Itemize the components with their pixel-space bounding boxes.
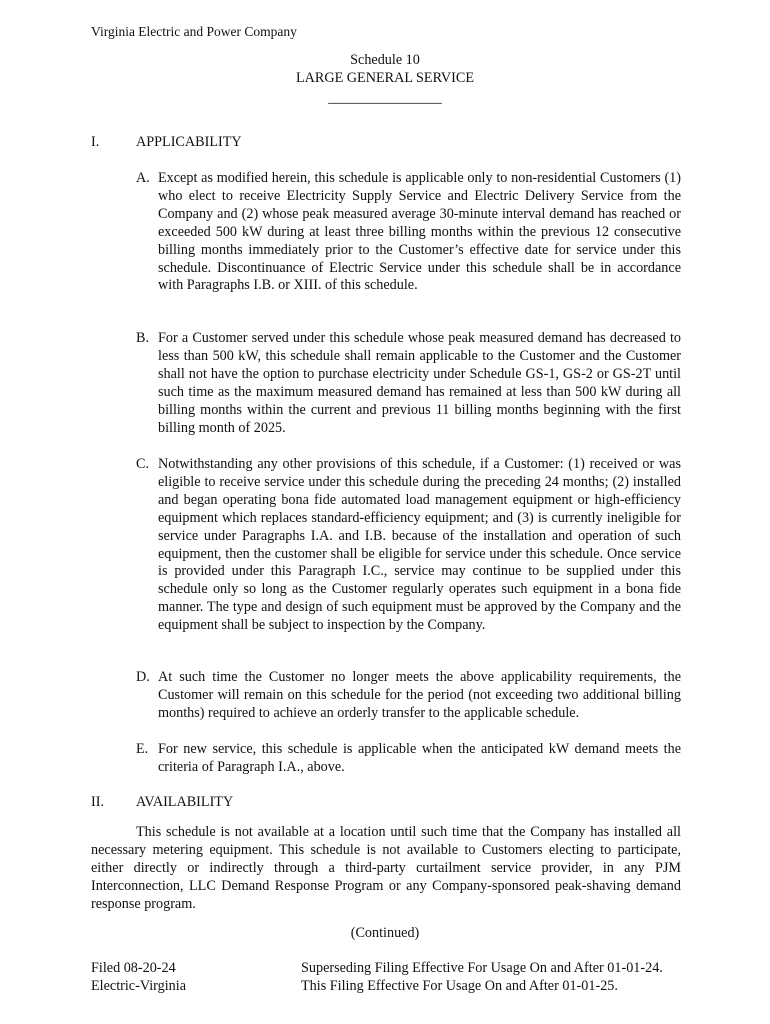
- paragraph-item: [136, 330, 681, 437]
- footer-state: Electric-Virginia: [91, 978, 187, 994]
- footer-superseding: Superseding Filing Effective For Usage On and After 01-01-24.: [301, 960, 663, 976]
- item-text: Except as modified herein, this schedule is applicable only to non-residential Customers (1) who elect to receive Electricity Supply Service and Electric Delivery Service from the Company and (2) whose peak measured average 30-minute interval demand has reached or exceeded 500 kW during at least three billing months within the previous 12 consecutive billing months immediately prior to the Customer’s effective date for service under this schedule. Discontinuance of Electric Service under this schedule shall be in accordance with Paragraphs I.B. or XIII. of this schedule.: [158, 170, 681, 294]
- section-title: AVAILABILITY: [136, 794, 234, 810]
- title-rule: ________________: [328, 90, 442, 106]
- schedule-title: LARGE GENERAL SERVICE: [295, 70, 475, 86]
- item-letter: B.: [136, 330, 150, 346]
- item-text: At such time the Customer no longer meets the above applicability requirements, the Customer will remain on this schedule for the period (not exceeding two additional billing months) required to achieve an orderly transfer to the applicable schedule.: [158, 669, 681, 721]
- paragraph-item: [136, 741, 681, 777]
- continued-note: (Continued): [350, 925, 420, 941]
- item-text: For a Customer served under this schedule whose peak measured demand has decreased to less than 500 kW, this schedule shall remain applicable to the Customer and the Customer shall not have the option to purchase electricity under Schedule GS-1, GS-2 or GS-2T until such time as the maximum measured demand has remained at less than 500 kW during all billing months within the current and previous 11 billing months beginning with the first billing month of 2025.: [158, 330, 681, 436]
- section-title: APPLICABILITY: [136, 134, 242, 150]
- section-number: I.: [91, 134, 100, 150]
- item-letter: E.: [136, 741, 149, 757]
- footer-filed: Filed 08-20-24: [91, 960, 176, 976]
- paragraph-item: [136, 456, 681, 635]
- schedule-number: Schedule 10: [350, 52, 420, 68]
- item-text: For new service, this schedule is applicable when the anticipated kW demand meets the criteria of Paragraph I.A., above.: [158, 741, 681, 775]
- paragraph-item: [136, 170, 681, 295]
- item-letter: C.: [136, 456, 150, 472]
- availability-text: This schedule is not available at a location until such time that the Company has installed all necessary metering equipment. This schedule is not available to Customers electing to participate, either directly or indirectly through a third-party curtailment service provider, in any PJM Interconnection, LLC Demand Response Program or any Company-sponsored peak-shaving demand response program.: [91, 824, 681, 912]
- paragraph-item: [136, 669, 681, 723]
- item-letter: D.: [136, 669, 150, 685]
- item-letter: A.: [136, 170, 150, 186]
- footer-effective: This Filing Effective For Usage On and After 01-01-25.: [301, 978, 618, 994]
- company-name: Virginia Electric and Power Company: [91, 24, 297, 39]
- item-text: Notwithstanding any other provisions of this schedule, if a Customer: (1) received or was eligible to receive service under this schedule during the preceding 24 months; (2) installed and began operating bona fide automated load management equipment or high-efficiency equipment which replaces standard-efficiency equipment; and (3) is currently ineligible for service under Paragraphs I.A. and I.B. because of the installation and operation of such equipment, then the customer shall be eligible for service under this schedule. Once service is provided under this Paragraph I.C., service may continue to be supplied under this schedule only so long as the Customer regularly operates such equipment in a bona fide manner. The type and design of such equipment must be approved by the Company and the equipment shall be subject to inspection by the Company.: [158, 456, 681, 634]
- section-number: II.: [91, 794, 104, 810]
